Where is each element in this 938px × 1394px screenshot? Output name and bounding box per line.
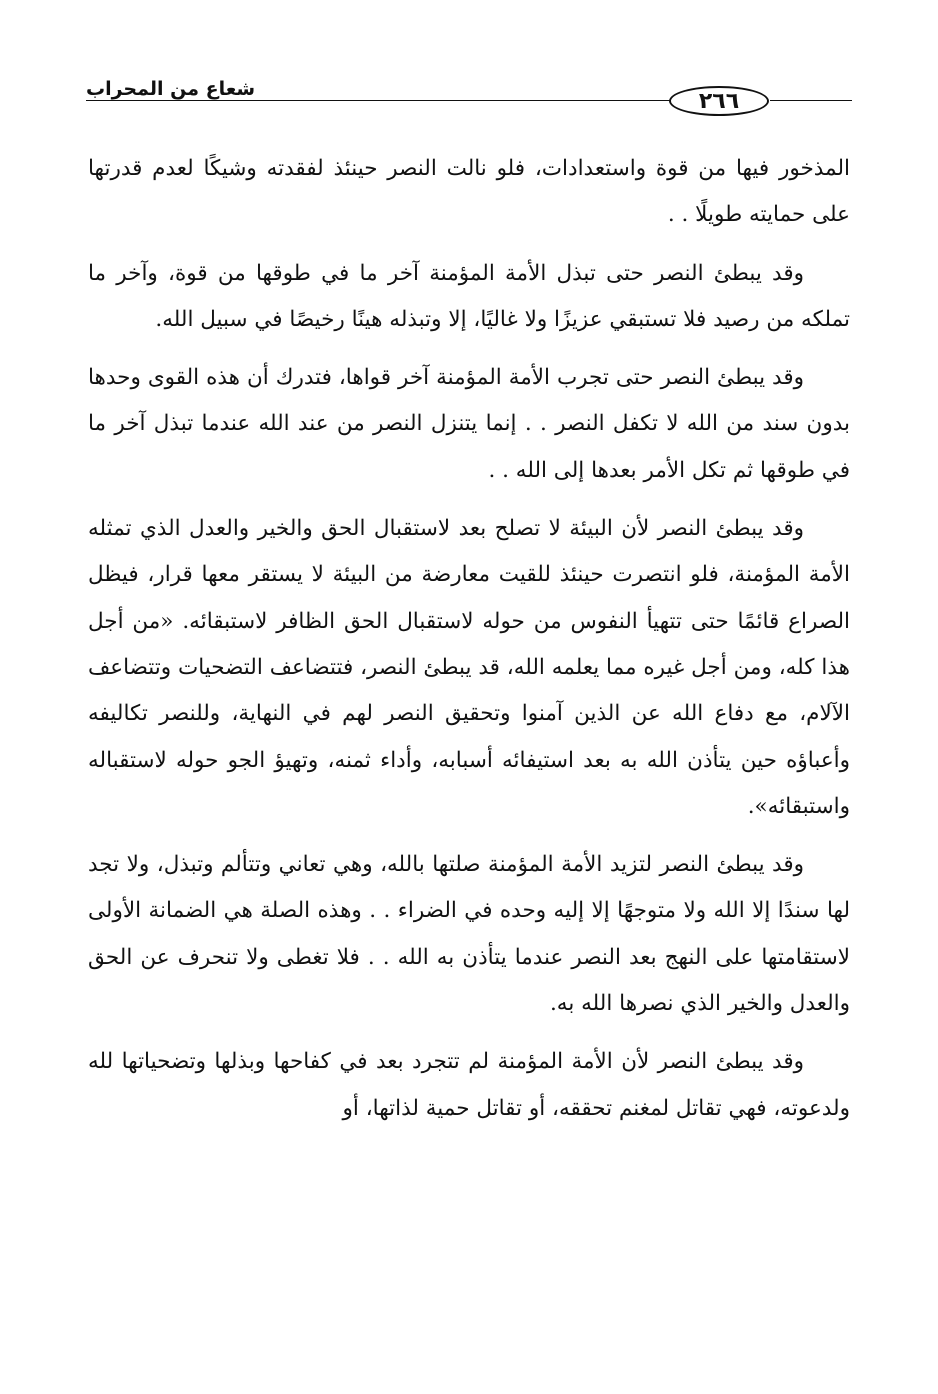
- header-rule-left: [86, 100, 672, 101]
- header-rule-right: [770, 100, 852, 101]
- paragraph-1: المذخور فيها من قوة واستعدادات، فلو نالت النصر حينئذ لفقدته وشيكًا لعدم قدرتها على حمايته طويلًا . .: [88, 156, 850, 228]
- page-header: [86, 70, 852, 120]
- paragraph-4: وقد يبطئ النصر لأن البيئة لا تصلح بعد لاستقبال الحق والخير والعدل الذي تمثله الأمة المؤمنة، فلو انتصرت حينئذ للقيت معارضة من البيئة لا يستقر معها قرار، فيظل الصراع قائمًا حتى تتهيأ النفوس من حوله لاستقبال الحق الظافر لاستبقائه. «من أجل هذا كله، ومن أجل غيره مما يعلمه الله، قد يبطئ النصر، فتتضاعف التضحيات وتتضاعف الآلام، مع دفاع الله عن الذين آمنوا وتحقيق النصر لهم في النهاية، وللنصر تكاليفه وأعباؤه حين يتأذن الله به بعد استيفائه أسبابه، وأداء ثمنه، وتهيؤ الجو حوله لاستقباله واستبقائه».: [88, 516, 850, 819]
- paragraph-2: وقد يبطئ النصر حتى تبذل الأمة المؤمنة آخر ما في طوقها من قوة، وآخر ما تملكه من رصيد فلا تستبقي عزيزًا ولا غاليًا، إلا وتبذله هينًا رخيصًا في سبيل الله.: [88, 260, 850, 332]
- running-title: شعاع من المحراب: [86, 78, 256, 100]
- paragraph-6: وقد يبطئ النصر لأن الأمة المؤمنة لم تتجرد بعد في كفاحها وبذلها وتضحياتها لله ولدعوته، فهي تقاتل لمغنم تحققه، أو تقاتل حمية لذاتها، أو: [88, 1049, 850, 1121]
- page-number: ٢٦٦: [669, 86, 769, 116]
- paragraph-5: وقد يبطئ النصر لتزيد الأمة المؤمنة صلتها بالله، وهي تعاني وتتألم وتبذل، ولا تجد لها سندًا إلا الله ولا متوجهًا إلا إليه وحده في الضراء . . وهذه الصلة هي الضمانة الأولى لاستقامتها على النهج بعد النصر عندما يتأذن به الله . . فلا تغطى ولا تنحرف عن الحق والعدل والخير الذي نصرها الله به.: [88, 852, 850, 1017]
- body-text: [88, 146, 850, 1144]
- paragraph-3: وقد يبطئ النصر حتى تجرب الأمة المؤمنة آخر قواها، فتدرك أن هذه القوى وحدها بدون سند من الله لا تكفل النصر . . إنما يتنزل النصر من عند الله عندما تبذل آخر ما في طوقها ثم تكل الأمر بعدها إلى الله . .: [88, 365, 850, 483]
